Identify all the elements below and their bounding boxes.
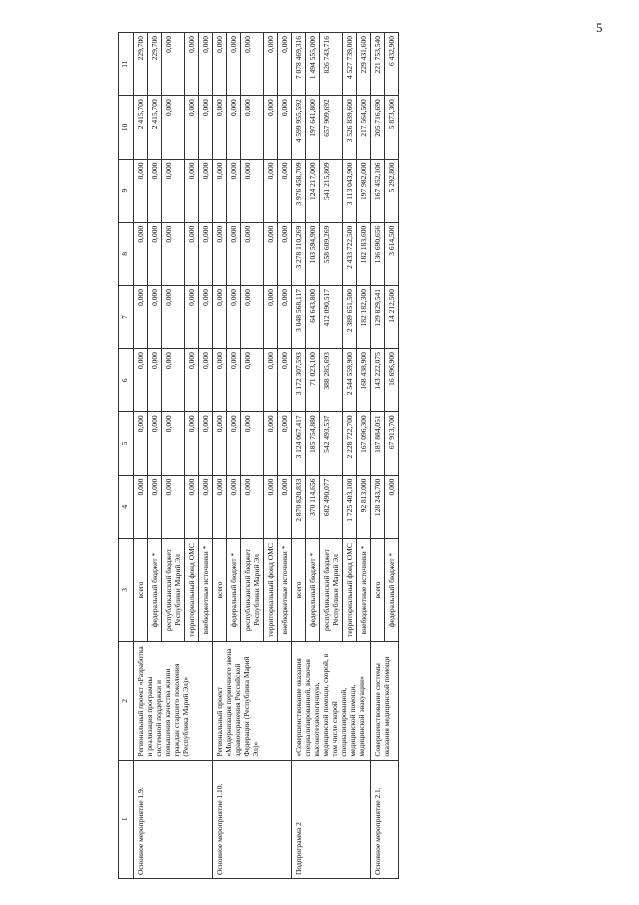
amount-cell: 0,000 (162, 159, 185, 222)
table-header (119, 33, 134, 879)
amount-cell: 143 222,075 (371, 349, 385, 412)
amount-cell: 0,000 (213, 159, 227, 222)
amount-cell: 0,000 (278, 159, 292, 222)
amount-cell: 167 096,300 (357, 412, 371, 475)
column-header: 11 (119, 33, 134, 96)
amount-cell: 0,000 (278, 412, 292, 475)
amount-cell: 67 913,700 (385, 412, 399, 475)
column-header: 6 (119, 349, 134, 412)
column-header: 2 (119, 642, 134, 760)
funding-source-cell: республиканский бюджет Республики Марий Эл (320, 538, 343, 641)
amount-cell: 0,000 (185, 222, 199, 285)
amount-cell: 682 490,077 (320, 475, 343, 538)
amount-cell: 0,000 (162, 222, 185, 285)
amount-cell: 3 614,500 (385, 222, 399, 285)
amount-cell: 0,000 (264, 33, 278, 96)
amount-cell: 0,000 (134, 285, 148, 348)
amount-cell: 2 544 559,900 (343, 349, 357, 412)
measure-name-cell: «Совершенствование оказания специализированной, включая высокотехнологичную, медицинской помощи, скорой, в том числе скорой специализированной, медицинской помощи, медицинской эвакуации» (292, 642, 371, 760)
funding-source-cell: внебюджетные источники * (278, 538, 292, 641)
amount-cell: 205 716,690 (371, 96, 385, 159)
amount-cell: 221 753,540 (371, 33, 385, 96)
amount-cell: 0,000 (213, 33, 227, 96)
column-header: 1 (119, 760, 134, 878)
measure-code-cell: Основное мероприятие 2.1. (371, 760, 399, 878)
amount-cell: 197 641,800 (306, 96, 320, 159)
amount-cell: 0,000 (264, 475, 278, 538)
funding-source-cell: федеральный бюджет * (385, 538, 399, 641)
amount-cell: 6 432,900 (385, 33, 399, 96)
amount-cell: 128 243,700 (371, 475, 385, 538)
amount-cell: 3 526 839,600 (343, 96, 357, 159)
amount-cell: 0,000 (264, 285, 278, 348)
funding-source-cell: территориальный фонд ОМС (185, 538, 199, 641)
amount-cell: 0,000 (134, 349, 148, 412)
amount-cell: 0,000 (241, 159, 264, 222)
amount-cell: 136 690,656 (371, 222, 385, 285)
amount-cell: 0,000 (199, 475, 213, 538)
funding-source-cell: федеральный бюджет * (306, 538, 320, 641)
amount-cell: 0,000 (148, 475, 162, 538)
amount-cell: 0,000 (264, 159, 278, 222)
amount-cell: 3 976 458,709 (292, 159, 306, 222)
funding-source-cell: федеральный бюджет * (148, 538, 162, 641)
amount-cell: 0,000 (227, 96, 241, 159)
amount-cell: 0,000 (227, 475, 241, 538)
funding-source-cell: всего (134, 538, 148, 641)
amount-cell: 182 182,300 (357, 285, 371, 348)
table-body (134, 33, 399, 879)
amount-cell: 0,000 (148, 285, 162, 348)
amount-cell: 0,000 (227, 222, 241, 285)
measure-code-cell: Основное мероприятие 1.9. (134, 760, 213, 878)
amount-cell: 0,000 (227, 33, 241, 96)
amount-cell: 0,000 (278, 222, 292, 285)
amount-cell: 0,000 (134, 222, 148, 285)
amount-cell: 0,000 (213, 412, 227, 475)
amount-cell: 2 415,700 (134, 96, 148, 159)
funding-source-cell: всего (371, 538, 385, 641)
amount-cell: 0,000 (199, 33, 213, 96)
amount-cell: 0,000 (278, 475, 292, 538)
amount-cell: 0,000 (213, 222, 227, 285)
amount-cell: 168 438,900 (357, 349, 371, 412)
amount-cell: 2 228 722,700 (343, 412, 357, 475)
amount-cell: 1 725 403,100 (343, 475, 357, 538)
amount-cell: 0,000 (162, 412, 185, 475)
funding-source-cell: республиканский бюджет Республики Марий Эл (241, 538, 264, 641)
column-header: 4 (119, 475, 134, 538)
amount-cell: 0,000 (264, 412, 278, 475)
funding-source-cell: всего (213, 538, 227, 641)
amount-cell: 0,000 (134, 475, 148, 538)
amount-cell: 0,000 (199, 285, 213, 348)
amount-cell: 229,700 (148, 33, 162, 96)
amount-cell: 4 599 955,592 (292, 96, 306, 159)
amount-cell: 0,000 (227, 159, 241, 222)
funding-source-cell: территориальный фонд ОМС (264, 538, 278, 641)
amount-cell: 0,000 (199, 349, 213, 412)
amount-cell: 0,000 (278, 33, 292, 96)
amount-cell: 657 909,692 (320, 96, 343, 159)
column-header: 7 (119, 285, 134, 348)
amount-cell: 412 090,517 (320, 285, 343, 348)
amount-cell: 0,000 (241, 96, 264, 159)
amount-cell: 3 278 110,269 (292, 222, 306, 285)
amount-cell: 4 527 739,000 (343, 33, 357, 96)
amount-cell: 0,000 (241, 412, 264, 475)
amount-cell: 0,000 (264, 222, 278, 285)
amount-cell: 0,000 (213, 349, 227, 412)
amount-cell: 92 813,000 (357, 475, 371, 538)
amount-cell: 0,000 (241, 475, 264, 538)
amount-cell: 217 564,500 (357, 96, 371, 159)
amount-cell: 0,000 (264, 96, 278, 159)
amount-cell: 229,700 (134, 33, 148, 96)
amount-cell: 0,000 (148, 222, 162, 285)
amount-cell: 16 696,900 (385, 349, 399, 412)
table-row (213, 33, 227, 879)
amount-cell: 0,000 (385, 475, 399, 538)
amount-cell: 0,000 (134, 159, 148, 222)
amount-cell: 0,000 (199, 159, 213, 222)
amount-cell: 0,000 (264, 349, 278, 412)
amount-cell: 1 494 555,000 (306, 33, 320, 96)
table-row (292, 33, 306, 879)
amount-cell: 0,000 (162, 475, 185, 538)
amount-cell: 3 113 043,900 (343, 159, 357, 222)
funding-source-cell: внебюджетные источники * (357, 538, 371, 641)
amount-cell: 3 124 067,417 (292, 412, 306, 475)
amount-cell: 185 754,880 (306, 412, 320, 475)
amount-cell: 0,000 (213, 285, 227, 348)
funding-source-cell: внебюджетные источники * (199, 538, 213, 641)
amount-cell: 0,000 (185, 475, 199, 538)
amount-cell: 187 884,051 (371, 412, 385, 475)
column-header: 10 (119, 96, 134, 159)
amount-cell: 0,000 (241, 349, 264, 412)
amount-cell: 0,000 (199, 96, 213, 159)
amount-cell: 182 183,600 (357, 222, 371, 285)
amount-cell: 129 829,541 (371, 285, 385, 348)
amount-cell: 0,000 (227, 412, 241, 475)
amount-cell: 0,000 (278, 285, 292, 348)
measure-code-cell: Подпрограмма 2 (292, 760, 371, 878)
amount-cell: 0,000 (241, 33, 264, 96)
amount-cell: 0,000 (148, 412, 162, 475)
amount-cell: 388 285,693 (320, 349, 343, 412)
amount-cell: 0,000 (148, 349, 162, 412)
amount-cell: 0,000 (162, 349, 185, 412)
measure-name-cell: Региональный проект «Модернизация первичного звена здравоохранения Российской Федерации (Республика Марий Эл)» (213, 642, 292, 760)
measure-name-cell: Совершенствование системы оказания медицинской помощи (371, 642, 399, 760)
page-number: 5 (596, 20, 603, 35)
amount-cell: 0,000 (227, 349, 241, 412)
amount-cell: 2 433 722,500 (343, 222, 357, 285)
amount-cell: 2 870 820,833 (292, 475, 306, 538)
funding-source-cell: территориальный фонд ОМС (343, 538, 357, 641)
amount-cell: 5 292,800 (385, 159, 399, 222)
amount-cell: 64 643,800 (306, 285, 320, 348)
budget-table (118, 32, 399, 879)
amount-cell: 229 431,600 (357, 33, 371, 96)
column-header: 8 (119, 222, 134, 285)
column-header: 5 (119, 412, 134, 475)
measure-name-cell: Региональный проект «Разработка и реализация программы системной поддержки и повышения качества жизни граждан старшего поколения (Республика Марий Эл)» (134, 642, 213, 760)
funding-source-cell: федеральный бюджет * (227, 538, 241, 641)
amount-cell: 542 493,537 (320, 412, 343, 475)
column-header: 9 (119, 159, 134, 222)
amount-cell: 0,000 (162, 33, 185, 96)
measure-code-cell: Основное мероприятие 1.10. (213, 760, 292, 878)
amount-cell: 71 023,100 (306, 349, 320, 412)
table-row (371, 33, 385, 879)
amount-cell: 0,000 (199, 412, 213, 475)
amount-cell: 0,000 (162, 96, 185, 159)
amount-cell: 0,000 (278, 96, 292, 159)
amount-cell: 558 609,269 (320, 222, 343, 285)
amount-cell: 7 078 469,316 (292, 33, 306, 96)
amount-cell: 103 594,900 (306, 222, 320, 285)
funding-source-cell: республиканский бюджет Республики Марий Эл (162, 538, 185, 641)
amount-cell: 0,000 (227, 285, 241, 348)
amount-cell: 3 048 568,117 (292, 285, 306, 348)
amount-cell: 0,000 (185, 412, 199, 475)
amount-cell: 5 873,300 (385, 96, 399, 159)
rotated-table-wrapper (118, 32, 608, 879)
amount-cell: 124 217,000 (306, 159, 320, 222)
amount-cell: 0,000 (185, 96, 199, 159)
amount-cell: 0,000 (213, 475, 227, 538)
amount-cell: 0,000 (185, 33, 199, 96)
amount-cell: 197 982,000 (357, 159, 371, 222)
amount-cell: 0,000 (241, 222, 264, 285)
amount-cell: 3 172 307,593 (292, 349, 306, 412)
amount-cell: 2 415,700 (148, 96, 162, 159)
amount-cell: 167 452,106 (371, 159, 385, 222)
amount-cell: 826 743,716 (320, 33, 343, 96)
amount-cell: 0,000 (185, 349, 199, 412)
funding-source-cell: всего (292, 538, 306, 641)
amount-cell: 0,000 (162, 285, 185, 348)
column-header: 3 (119, 538, 134, 641)
amount-cell: 370 114,656 (306, 475, 320, 538)
amount-cell: 0,000 (241, 285, 264, 348)
amount-cell: 0,000 (134, 412, 148, 475)
amount-cell: 0,000 (199, 222, 213, 285)
table-row (134, 33, 148, 879)
amount-cell: 0,000 (148, 159, 162, 222)
amount-cell: 541 215,809 (320, 159, 343, 222)
amount-cell: 14 212,500 (385, 285, 399, 348)
amount-cell: 0,000 (185, 285, 199, 348)
amount-cell: 0,000 (278, 349, 292, 412)
amount-cell: 0,000 (213, 96, 227, 159)
amount-cell: 2 389 651,500 (343, 285, 357, 348)
amount-cell: 0,000 (185, 159, 199, 222)
